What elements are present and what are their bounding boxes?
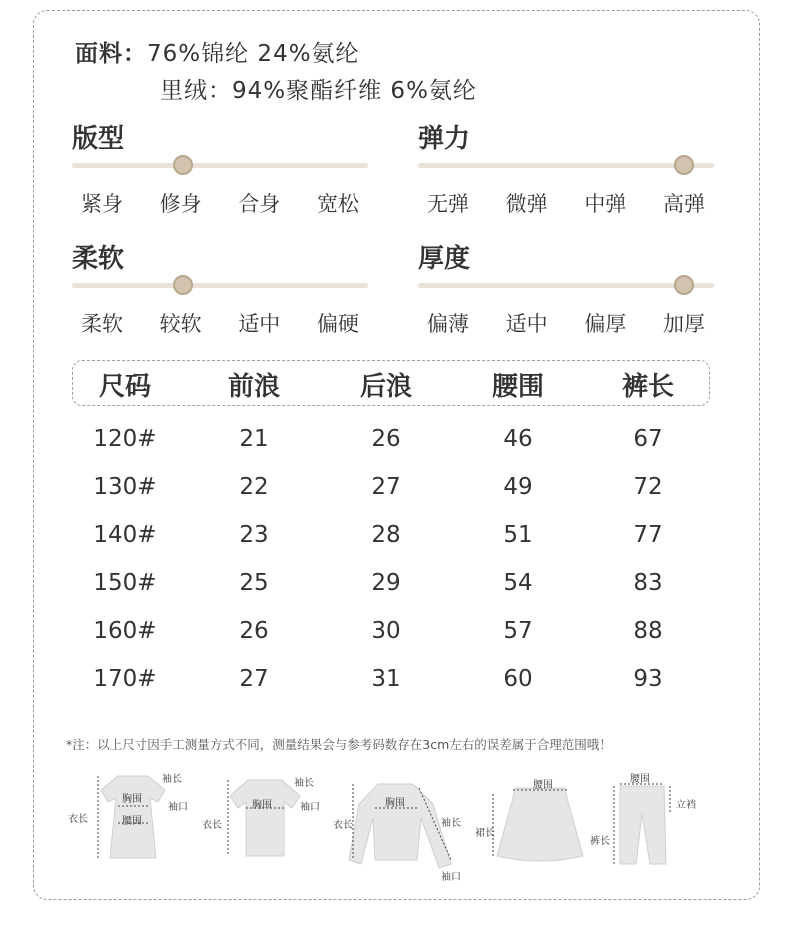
attribute-fit [72,118,368,218]
cell-front-rise: 23 [239,522,269,548]
attribute-title: 版型 [72,124,125,154]
skirt-diagram [475,770,595,870]
cell-front-rise: 27 [239,666,269,692]
attribute-option: 适中 [505,312,548,336]
longsleeve-length-label: 衣长 [333,820,353,831]
cell-size: 160# [93,618,157,644]
cell-pants-length: 72 [633,474,663,500]
cell-front-rise: 26 [239,618,269,644]
tshirt-sleeve-label: 袖长 [294,778,314,789]
dress-cuff-label: 袖口 [168,802,188,813]
attribute-option: 高弹 [662,192,705,216]
tshirt-chest-label: 胸围 [252,800,272,811]
attribute-option: 偏薄 [427,312,469,336]
dress-waist-label: 腰围 [122,816,142,827]
attribute-title: 弹力 [418,124,471,154]
cell-back-rise: 31 [371,666,401,692]
skirt-length-label: 裙长 [475,828,495,839]
cell-waist: 57 [503,618,533,644]
attribute-elasticity [418,118,714,218]
cell-waist: 60 [503,666,533,692]
attribute-option: 中弹 [584,192,627,216]
cell-back-rise: 29 [371,570,401,596]
header-size: 尺码 [98,372,151,402]
slider-knob [173,275,193,295]
dress-length-label: 衣长 [68,814,88,825]
header-waist: 腰围 [491,372,544,402]
pants-diagram [590,768,710,868]
dress-chest-label: 胸围 [122,794,142,805]
table-row [0,666,790,706]
measurement-note: *注：以上尺寸因手工测量方式不同，测量结果会与参考码数存在3cm左右的误差属于合理范围哦！ [66,737,612,752]
slider-knob [674,155,694,175]
longsleeve-sleeve-label: 袖长 [441,818,461,829]
attribute-title: 柔软 [72,244,125,274]
cell-pants-length: 83 [633,570,663,596]
attribute-option: 柔软 [81,312,123,336]
cell-back-rise: 27 [371,474,401,500]
table-row [0,426,790,466]
table-row [0,522,790,562]
pants-waist-label: 腰围 [630,774,650,785]
attribute-option: 无弹 [427,192,469,216]
attribute-option: 偏厚 [584,312,627,336]
pants-rise-label: 立裆 [676,800,696,811]
fabric-label: 面料： [75,41,147,67]
fabric-main-value: 76%锦纶 24%氨纶 [147,41,360,67]
header-pants-length: 裤长 [621,372,674,402]
header-back-rise: 后浪 [359,372,412,402]
attribute-option: 修身 [159,192,202,216]
cell-pants-length: 67 [633,426,663,452]
longsleeve-cuff-label: 袖口 [441,872,461,883]
cell-pants-length: 77 [633,522,663,548]
slider-track [72,283,368,288]
cell-waist: 51 [503,522,533,548]
longsleeve-chest-label: 胸围 [385,798,405,809]
cell-size: 170# [93,666,157,692]
attribute-option: 适中 [238,312,281,336]
slider-knob [674,275,694,295]
slider-track [418,163,714,168]
cell-pants-length: 93 [633,666,663,692]
dress-diagram [70,768,200,868]
attribute-thickness [418,238,714,338]
cell-front-rise: 21 [239,426,269,452]
longsleeve-diagram [333,772,473,882]
dress-sleeve-label: 袖长 [162,774,182,785]
table-row [0,570,790,610]
cell-waist: 46 [503,426,533,452]
fabric-lining: 里绒：94%聚酯纤维 6%氨纶 [160,78,477,104]
tshirt-length-label: 衣长 [202,820,222,831]
tshirt-cuff-label: 袖口 [300,802,320,813]
attribute-option: 微弹 [505,192,548,216]
attribute-option: 紧身 [81,192,123,216]
attribute-option: 偏硬 [316,312,359,336]
fabric-main [75,35,360,68]
cell-size: 130# [93,474,157,500]
cell-front-rise: 22 [239,474,269,500]
attribute-option: 较软 [159,312,202,336]
cell-size: 150# [93,570,157,596]
cell-front-rise: 25 [239,570,269,596]
attribute-softness [72,238,368,338]
header-front-rise: 前浪 [227,372,280,402]
tshirt-diagram [200,768,330,868]
attribute-option: 宽松 [316,192,359,216]
table-row [0,618,790,658]
slider-track [418,283,714,288]
attribute-title: 厚度 [418,244,471,274]
attribute-option: 加厚 [662,312,705,336]
table-row [0,474,790,514]
slider-track [72,163,368,168]
slider-knob [173,155,193,175]
cell-pants-length: 88 [633,618,663,644]
cell-waist: 54 [503,570,533,596]
pants-length-label: 裤长 [590,836,610,847]
cell-back-rise: 26 [371,426,401,452]
cell-waist: 49 [503,474,533,500]
attribute-option: 合身 [238,192,281,216]
cell-size: 120# [93,426,157,452]
cell-back-rise: 28 [371,522,401,548]
skirt-waist-label: 腰围 [533,780,553,791]
cell-size: 140# [93,522,157,548]
pants-outline-icon [590,768,710,868]
cell-back-rise: 30 [371,618,401,644]
